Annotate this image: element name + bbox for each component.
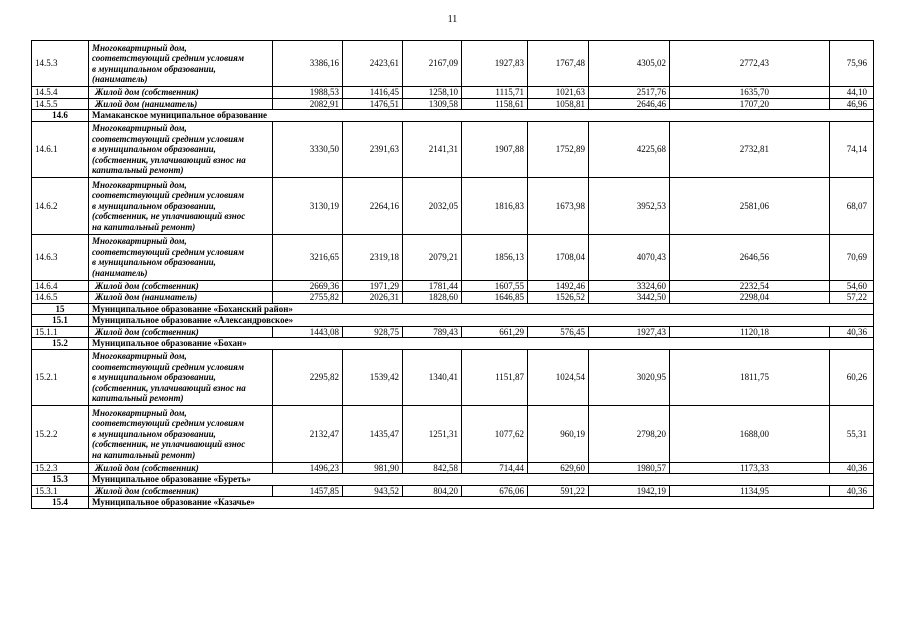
housing-type <box>89 98 273 110</box>
housing-type-line: соответствующий средним условиям <box>92 190 244 200</box>
value-cell: 75,96 <box>830 41 874 87</box>
housing-type-line: в муниципальном образовании, <box>92 257 216 267</box>
row-code: 14.6.3 <box>32 234 89 280</box>
housing-type-line: Многоквартирный дом, <box>92 42 187 53</box>
housing-type-line: (собственник, уплачивающий взнос на <box>92 154 246 165</box>
value-cell: 2798,20 <box>589 406 670 463</box>
housing-type-line: капитальный ремонт) <box>92 165 184 175</box>
value-cell: 1856,13 <box>462 234 528 280</box>
table-row <box>32 98 874 110</box>
housing-type-line: Многоквартирный дом, <box>92 351 187 361</box>
section-row <box>32 303 874 315</box>
housing-type-line: Жилой дом (наниматель) <box>95 98 198 109</box>
value-cell: 1752,89 <box>528 121 589 178</box>
table-row <box>32 326 874 338</box>
housing-type-line: соответствующий средним условиям <box>92 418 244 428</box>
section-row <box>32 315 874 327</box>
value-cell: 2026,31 <box>343 292 403 304</box>
housing-type-line: соответствующий средним условиям <box>92 53 244 63</box>
value-cell: 54,60 <box>830 280 874 292</box>
value-cell: 70,69 <box>830 234 874 280</box>
value-cell: 3216,65 <box>273 234 343 280</box>
value-cell: 44,10 <box>830 87 874 99</box>
value-cell: 1158,61 <box>462 98 528 110</box>
value-cell: 2264,16 <box>343 178 403 235</box>
value-cell: 2517,76 <box>589 87 670 99</box>
housing-type <box>89 87 273 99</box>
value-cell: 2298,04 <box>670 292 830 304</box>
value-cell: 1907,88 <box>462 121 528 178</box>
value-cell: 2082,91 <box>273 98 343 110</box>
value-cell: 1151,87 <box>462 349 528 406</box>
row-code: 14.6 <box>32 110 89 122</box>
value-cell: 1443,08 <box>273 326 343 338</box>
value-cell: 2732,81 <box>670 121 830 178</box>
value-cell: 46,96 <box>830 98 874 110</box>
table-row <box>32 349 874 406</box>
value-cell: 842,58 <box>403 462 462 474</box>
table-row <box>32 178 874 235</box>
section-row <box>32 497 874 509</box>
housing-type-line: в муниципальном образовании, <box>92 63 216 74</box>
table-row <box>32 485 874 497</box>
value-cell: 576,45 <box>528 326 589 338</box>
value-cell: 2167,09 <box>403 41 462 87</box>
value-cell: 1673,98 <box>528 178 589 235</box>
tariff-table <box>31 40 874 509</box>
housing-type-line: на капитальный ремонт) <box>92 449 196 460</box>
value-cell: 714,44 <box>462 462 528 474</box>
section-title: Муниципальное образование «Александровское» <box>89 315 874 327</box>
row-code: 15.4 <box>32 497 89 509</box>
value-cell: 1927,43 <box>589 326 670 338</box>
value-cell: 1707,20 <box>670 98 830 110</box>
value-cell: 2032,05 <box>403 178 462 235</box>
table-row <box>32 41 874 87</box>
value-cell: 4070,43 <box>589 234 670 280</box>
housing-type-line: (собственник, не уплачивающий взнос <box>92 439 246 449</box>
value-cell: 3130,19 <box>273 178 343 235</box>
value-cell: 1811,75 <box>670 349 830 406</box>
housing-type-line: Многоквартирный дом, <box>92 179 187 190</box>
value-cell: 2391,63 <box>343 121 403 178</box>
housing-type <box>89 292 273 304</box>
row-code: 15.1.1 <box>32 326 89 338</box>
value-cell: 2772,43 <box>670 41 830 87</box>
value-cell: 3330,50 <box>273 121 343 178</box>
housing-type <box>89 121 273 178</box>
value-cell: 57,22 <box>830 292 874 304</box>
section-title: Муниципальное образование «Буреть» <box>89 474 874 486</box>
value-cell: 1021,63 <box>528 87 589 99</box>
value-cell: 2079,21 <box>403 234 462 280</box>
value-cell: 943,52 <box>343 485 403 497</box>
row-code: 14.6.4 <box>32 280 89 292</box>
value-cell: 1173,33 <box>670 462 830 474</box>
section-row <box>32 474 874 486</box>
housing-type-line: в муниципальном образовании, <box>92 144 216 154</box>
table-row <box>32 121 874 178</box>
row-code: 15.3.1 <box>32 485 89 497</box>
value-cell: 1077,62 <box>462 406 528 463</box>
value-cell: 3442,50 <box>589 292 670 304</box>
value-cell: 40,36 <box>830 326 874 338</box>
value-cell: 676,06 <box>462 485 528 497</box>
value-cell: 2581,06 <box>670 178 830 235</box>
housing-type-line: в муниципальном образовании, <box>92 200 216 211</box>
section-title: Муниципальное образование «Казачье» <box>89 497 874 509</box>
value-cell: 2132,47 <box>273 406 343 463</box>
value-cell: 1251,31 <box>403 406 462 463</box>
value-cell: 2319,18 <box>343 234 403 280</box>
housing-type <box>89 280 273 292</box>
housing-type-line: соответствующий средним условиям <box>92 361 244 372</box>
housing-type <box>89 178 273 235</box>
value-cell: 1457,85 <box>273 485 343 497</box>
value-cell: 1816,83 <box>462 178 528 235</box>
housing-type-line: соответствующий средним условиям <box>92 246 244 257</box>
value-cell: 804,20 <box>403 485 462 497</box>
value-cell: 1646,85 <box>462 292 528 304</box>
value-cell: 1258,10 <box>403 87 462 99</box>
table-row <box>32 292 874 304</box>
value-cell: 1492,46 <box>528 280 589 292</box>
housing-type-line: Жилой дом (наниматель) <box>95 292 198 302</box>
value-cell: 1927,83 <box>462 41 528 87</box>
housing-type-line: (наниматель) <box>92 267 148 278</box>
value-cell: 2295,82 <box>273 349 343 406</box>
value-cell: 1688,00 <box>670 406 830 463</box>
value-cell: 591,22 <box>528 485 589 497</box>
table-row <box>32 234 874 280</box>
housing-type <box>89 234 273 280</box>
value-cell: 1767,48 <box>528 41 589 87</box>
value-cell: 4225,68 <box>589 121 670 178</box>
value-cell: 68,07 <box>830 178 874 235</box>
row-code: 15.3 <box>32 474 89 486</box>
value-cell: 1526,52 <box>528 292 589 304</box>
value-cell: 3020,95 <box>589 349 670 406</box>
value-cell: 1058,81 <box>528 98 589 110</box>
value-cell: 1781,44 <box>403 280 462 292</box>
section-row <box>32 338 874 350</box>
value-cell: 2423,61 <box>343 41 403 87</box>
section-row <box>32 110 874 122</box>
value-cell: 1828,60 <box>403 292 462 304</box>
housing-type-line: в муниципальном образовании, <box>92 428 216 439</box>
housing-type-line: Жилой дом (собственник) <box>95 462 199 473</box>
housing-type-line: соответствующий средним условиям <box>92 133 244 144</box>
table-row <box>32 87 874 99</box>
row-code: 14.5.5 <box>32 98 89 110</box>
housing-type-line: капитальный ремонт) <box>92 393 184 403</box>
housing-type <box>89 485 273 497</box>
value-cell: 2646,56 <box>670 234 830 280</box>
value-cell: 1496,23 <box>273 462 343 474</box>
value-cell: 1024,54 <box>528 349 589 406</box>
value-cell: 1435,47 <box>343 406 403 463</box>
value-cell: 2669,36 <box>273 280 343 292</box>
value-cell: 2755,82 <box>273 292 343 304</box>
housing-type <box>89 326 273 338</box>
section-title: Муниципальное образование «Бохан» <box>89 338 874 350</box>
value-cell: 1309,58 <box>403 98 462 110</box>
row-code: 15.2.1 <box>32 349 89 406</box>
housing-type-line: (наниматель) <box>92 74 148 84</box>
housing-type <box>89 349 273 406</box>
value-cell: 2232,54 <box>670 280 830 292</box>
table-row <box>32 406 874 463</box>
value-cell: 3386,16 <box>273 41 343 87</box>
value-cell: 960,19 <box>528 406 589 463</box>
value-cell: 1607,55 <box>462 280 528 292</box>
value-cell: 60,26 <box>830 349 874 406</box>
value-cell: 1115,71 <box>462 87 528 99</box>
value-cell: 4305,02 <box>589 41 670 87</box>
housing-type-line: Жилой дом (собственник) <box>95 326 199 337</box>
value-cell: 2141,31 <box>403 121 462 178</box>
housing-type <box>89 462 273 474</box>
housing-type-line: (собственник, не уплачивающий взнос <box>92 211 246 221</box>
value-cell: 1708,04 <box>528 234 589 280</box>
row-code: 14.6.5 <box>32 292 89 304</box>
housing-type-line: Жилой дом (собственник) <box>95 87 199 97</box>
value-cell: 40,36 <box>830 485 874 497</box>
row-code: 15 <box>32 303 89 315</box>
housing-type-line: Жилой дом (собственник) <box>95 280 199 291</box>
housing-type-line: на капитальный ремонт) <box>92 221 196 232</box>
value-cell: 928,75 <box>343 326 403 338</box>
value-cell: 74,14 <box>830 121 874 178</box>
section-title: Муниципальное образование «Боханский район» <box>89 303 874 315</box>
row-code: 14.6.2 <box>32 178 89 235</box>
row-code: 15.1 <box>32 315 89 327</box>
housing-type <box>89 41 273 87</box>
value-cell: 1971,29 <box>343 280 403 292</box>
row-code: 15.2.3 <box>32 462 89 474</box>
value-cell: 1539,42 <box>343 349 403 406</box>
housing-type-line: (собственник, уплачивающий взнос на <box>92 382 246 393</box>
housing-type <box>89 406 273 463</box>
value-cell: 2646,46 <box>589 98 670 110</box>
value-cell: 629,60 <box>528 462 589 474</box>
table-row <box>32 462 874 474</box>
value-cell: 1416,45 <box>343 87 403 99</box>
value-cell: 3952,53 <box>589 178 670 235</box>
row-code: 14.5.4 <box>32 87 89 99</box>
value-cell: 1120,18 <box>670 326 830 338</box>
housing-type-line: Многоквартирный дом, <box>92 123 187 133</box>
row-code: 14.5.3 <box>32 41 89 87</box>
value-cell: 789,43 <box>403 326 462 338</box>
housing-type-line: Многоквартирный дом, <box>92 407 187 418</box>
table-row <box>32 280 874 292</box>
value-cell: 1988,53 <box>273 87 343 99</box>
value-cell: 981,90 <box>343 462 403 474</box>
value-cell: 1980,57 <box>589 462 670 474</box>
value-cell: 1942,19 <box>589 485 670 497</box>
housing-type-line: в муниципальном образовании, <box>92 372 216 382</box>
housing-type-line: Многоквартирный дом, <box>92 236 187 246</box>
value-cell: 1134,95 <box>670 485 830 497</box>
value-cell: 661,29 <box>462 326 528 338</box>
table-body <box>32 41 874 509</box>
value-cell: 1476,51 <box>343 98 403 110</box>
value-cell: 40,36 <box>830 462 874 474</box>
row-code: 15.2 <box>32 338 89 350</box>
housing-type-line: Жилой дом (собственник) <box>95 485 199 496</box>
value-cell: 1635,70 <box>670 87 830 99</box>
value-cell: 1340,41 <box>403 349 462 406</box>
row-code: 15.2.2 <box>32 406 89 463</box>
row-code: 14.6.1 <box>32 121 89 178</box>
value-cell: 55,31 <box>830 406 874 463</box>
value-cell: 3324,60 <box>589 280 670 292</box>
section-title: Мамаканское муниципальное образование <box>89 110 874 122</box>
page-number: 11 <box>447 14 458 25</box>
